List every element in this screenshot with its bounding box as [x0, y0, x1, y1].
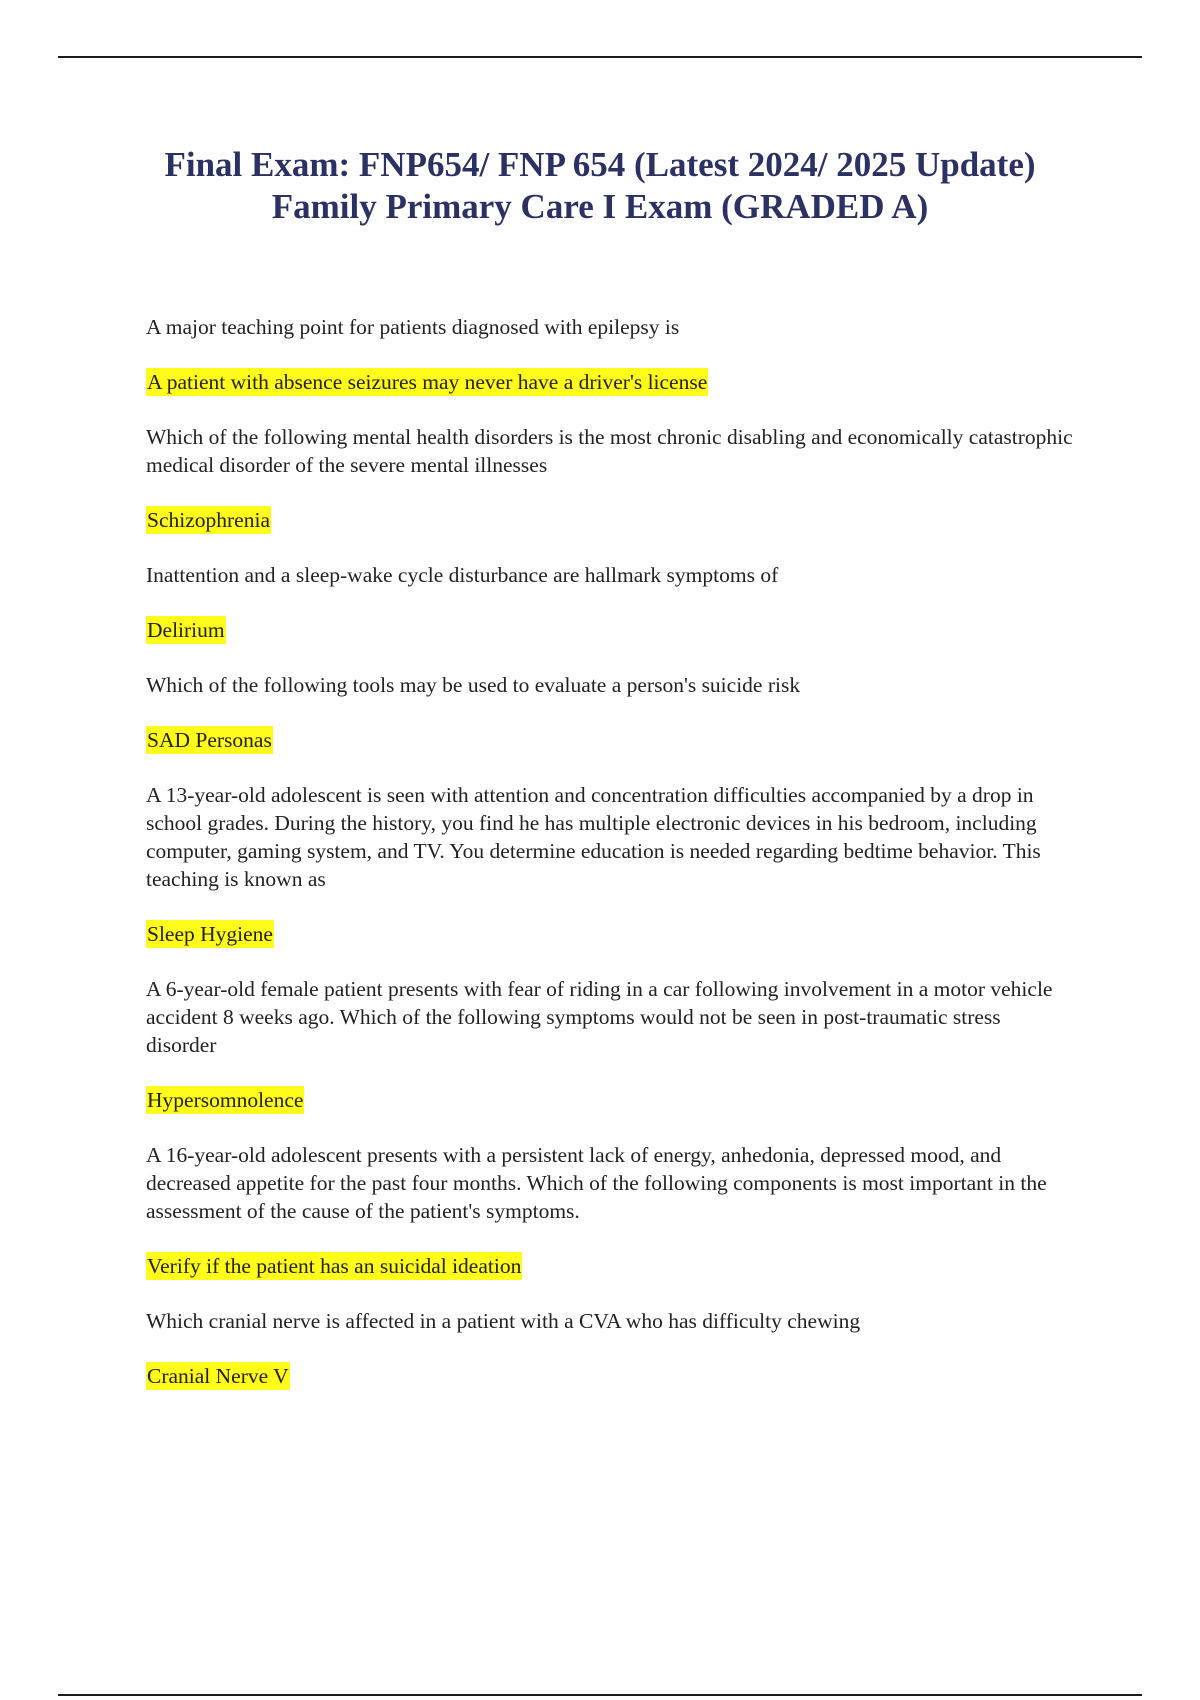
answer-8: [146, 1362, 1076, 1390]
answer-highlight: Cranial Nerve V: [147, 1364, 289, 1388]
answer-highlight: SAD Personas: [147, 728, 272, 752]
question-8: Which cranial nerve is affected in a patient with a CVA who has difficulty chewing: [146, 1309, 861, 1333]
document-title: [80, 144, 1120, 228]
question-7: A 16-year-old adolescent presents with a persistent lack of energy, anhedonia, depressed mood, and decreased appetite for the past four months. Which of the following components is most important in the assessment of the cause of the patient's symptoms.: [146, 1143, 1047, 1223]
answer-3: [146, 616, 1076, 644]
top-rule: [58, 56, 1142, 58]
answer-highlight: Hypersomnolence: [147, 1088, 304, 1112]
question-2: Which of the following mental health disorders is the most chronic disabling and economically catastrophic medical disorder of the severe mental illnesses: [146, 425, 1073, 477]
answer-5: [146, 920, 1076, 948]
question-4: Which of the following tools may be used to evaluate a person's suicide risk: [146, 673, 801, 697]
answer-highlight: A patient with absence seizures may never have a driver's license: [147, 370, 708, 394]
qa-list: [146, 313, 1076, 1417]
question-6: A 6-year-old female patient presents with fear of riding in a car following involvement in a motor vehicle accident 8 weeks ago. Which of the following symptoms would not be seen in post-traumatic stress disorder: [146, 977, 1053, 1057]
question-1: A major teaching point for patients diagnosed with epilepsy is: [146, 315, 680, 339]
title-line-1: Final Exam: FNP654/ FNP 654 (Latest 2024/ 2025 Update): [164, 145, 1036, 184]
question-5: A 13-year-old adolescent is seen with attention and concentration difficulties accompanied by a drop in school grades. During the history, you find he has multiple electronic devices in his bedroom, including computer, gaming system, and TV. You determine education is needed regarding bedtime behavior. This teaching is known as: [146, 783, 1041, 891]
answer-7: [146, 1252, 1076, 1280]
answer-1: [146, 368, 1076, 396]
bottom-rule: [58, 1694, 1142, 1696]
answer-2: [146, 506, 1076, 534]
answer-6: [146, 1086, 1076, 1114]
answer-highlight: Verify if the patient has an suicidal ideation: [147, 1254, 522, 1278]
answer-highlight: Schizophrenia: [147, 508, 270, 532]
answer-highlight: Sleep Hygiene: [147, 922, 273, 946]
title-line-2: Family Primary Care I Exam (GRADED A): [271, 187, 929, 226]
answer-4: [146, 726, 1076, 754]
question-3: Inattention and a sleep-wake cycle disturbance are hallmark symptoms of: [146, 563, 779, 587]
answer-highlight: Delirium: [147, 618, 225, 642]
